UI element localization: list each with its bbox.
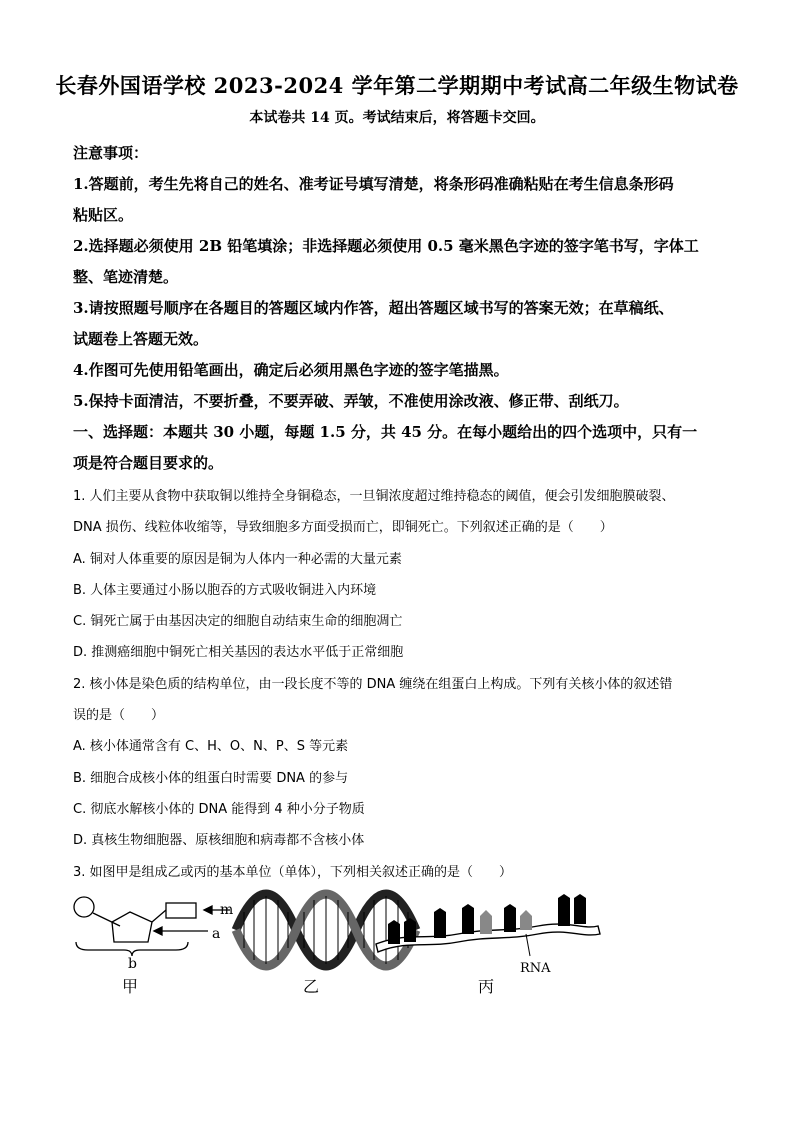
pentose-pentagon — [112, 912, 152, 942]
question-2-option-a: A. 核小体通常含有 C、H、O、N、P、S 等元素 — [73, 739, 349, 755]
question-3-figure — [68, 882, 608, 1002]
section-heading-cont: 项是符合题目要求的。 — [73, 454, 224, 472]
notice-line: 5.保持卡面清洁，不要折叠，不要弄破、弄皱，不准使用涂改液、修正带、刮纸刀。 — [73, 392, 629, 410]
question-3-stem: 3. 如图甲是组成乙或丙的基本单位（单体），下列相关叙述正确的是（ ） — [73, 864, 513, 880]
label-a: a — [212, 926, 221, 942]
label-m: m — [220, 902, 234, 918]
rna-pointer — [526, 934, 530, 956]
page-subtitle: 本试卷共 14 页。考试结束后，将答题卡交回。 — [249, 110, 545, 126]
question-1-option-d: D. 推测癌细胞中铜死亡相关基因的表达水平低于正常细胞 — [73, 645, 404, 661]
notice-line: 粘贴区。 — [73, 206, 134, 224]
base-bond — [152, 910, 166, 922]
caption-jia: 甲 — [122, 977, 139, 996]
notice-line: 1.答题前，考生先将自己的姓名、准考证号填写清楚，将条形码准确粘贴在考生信息条形码 — [73, 175, 674, 193]
notice-line: 整、笔迹清楚。 — [73, 268, 179, 286]
arrow-m-head — [204, 906, 212, 914]
caption-bing: 丙 — [478, 977, 495, 996]
notice-line: 试题卷上答题无效。 — [73, 330, 209, 348]
helix-rungs — [244, 896, 408, 964]
figure-svg — [68, 882, 608, 1002]
page-title: 长春外国语学校 2023-2024 学年第二学期期中考试高二年级生物试卷 — [55, 73, 739, 98]
phosphate-circle — [74, 897, 94, 917]
question-2-stem: 2. 核小体是染色质的结构单位，由一段长度不等的 DNA 缠绕在组蛋白上构成。下列有关核小体的叙述错 — [73, 676, 673, 692]
question-2-option-b: B. 细胞合成核小体的组蛋白时需要 DNA 的参与 — [73, 770, 349, 786]
caption-yi: 乙 — [303, 977, 320, 996]
label-rna: RNA — [520, 961, 551, 976]
question-1-stem-cont: DNA 损伤、线粒体收缩等，导致细胞多方面受损而亡，即铜死亡。下列叙述正确的是（ ） — [73, 520, 613, 536]
brace-b — [76, 942, 188, 956]
question-1-option-b: B. 人体主要通过小肠以胞吞的方式吸收铜进入内环境 — [73, 582, 377, 598]
label-b: b — [128, 956, 137, 972]
question-1-option-a: A. 铜对人体重要的原因是铜为人体内一种必需的大量元素 — [73, 551, 402, 567]
question-2-option-d: D. 真核生物细胞器、原核细胞和病毒都不含核小体 — [73, 833, 365, 849]
section-heading: 一、选择题：本题共 30 小题，每题 1.5 分，共 45 分。在每小题给出的四个选项中，只有一 — [73, 423, 698, 441]
notices-heading: 注意事项： — [73, 144, 149, 162]
arrow-a-head — [154, 927, 162, 935]
notice-line: 4.作图可先使用铅笔画出，确定后必须用黑色字迹的签字笔描黑。 — [73, 361, 509, 379]
notices-block — [73, 138, 723, 479]
question-2-stem-cont: 误的是（ ） — [73, 708, 165, 724]
base-rect — [166, 903, 196, 918]
nucleotide-diagram — [74, 897, 230, 956]
notice-line: 3.请按照题号顺序在各题目的答题区域内作答，超出答题区域书写的答案无效；在草稿纸、 — [73, 299, 674, 317]
question-2-option-c: C. 彻底水解核小体的 DNA 能得到 4 种小分子物质 — [73, 801, 365, 817]
question-1-option-c: C. 铜死亡属于由基因决定的细胞自动结束生命的细胞凋亡 — [73, 614, 403, 630]
questions-block — [73, 481, 733, 888]
question-1-stem: 1. 人们主要从食物中获取铜以维持全身铜稳态，一旦铜浓度超过维持稳态的阈值，便会引发细胞膜破裂、 — [73, 489, 675, 504]
notice-line: 2.选择题必须使用 2B 铅笔填涂；非选择题必须使用 0.5 毫米黑色字迹的签字笔书写，字体工 — [73, 237, 699, 255]
